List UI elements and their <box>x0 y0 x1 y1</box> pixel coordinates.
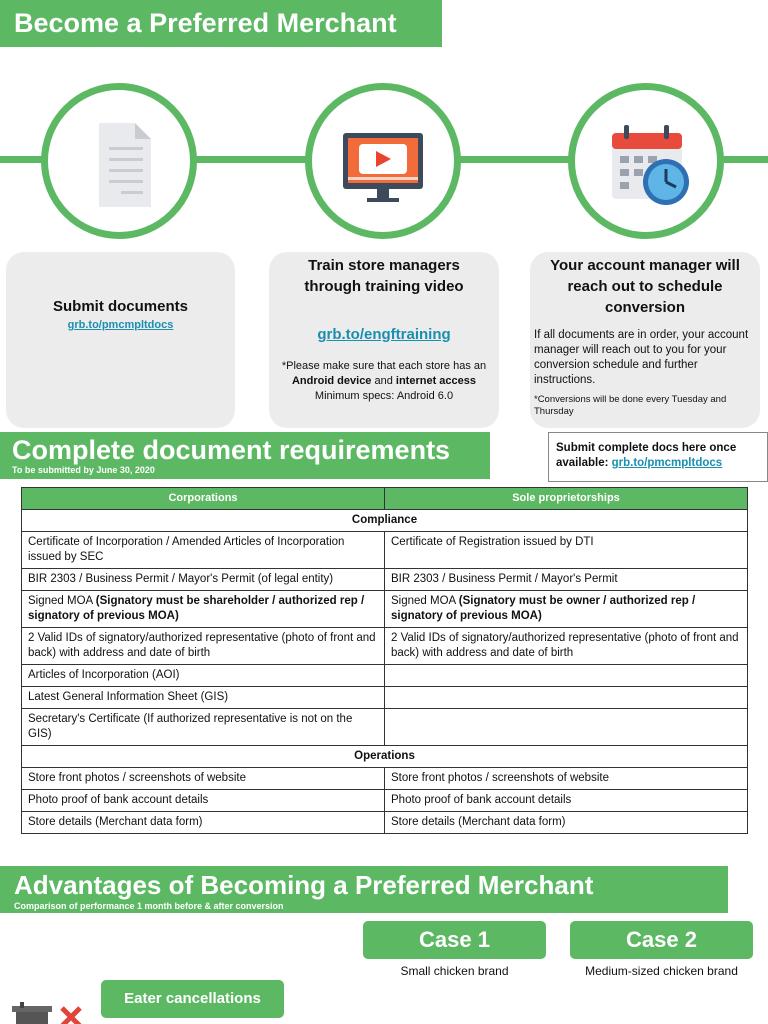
case1-caption: Small chicken brand <box>400 964 509 978</box>
table-row <box>22 665 748 687</box>
table-cell: Store front photos / screenshots of website <box>22 768 385 790</box>
column-header: Corporations <box>22 488 385 510</box>
requirements-subtitle: To be submitted by June 30, 2020 <box>12 465 155 475</box>
step3-body: If all documents are in order, your account manager will reach out to you for your conversion schedule and further instructions. <box>534 329 749 386</box>
step1-link[interactable]: grb.to/pmcmpltdocs <box>67 319 174 331</box>
page-title: Become a Preferred Merchant <box>14 8 397 38</box>
table-row <box>22 628 748 665</box>
table-row <box>22 532 748 569</box>
table-cell: Store front photos / screenshots of website <box>385 768 748 790</box>
step2-circle <box>305 83 461 239</box>
table-row <box>22 569 748 591</box>
step1-circle <box>41 83 197 239</box>
table-cell: Store details (Merchant data form) <box>22 812 385 834</box>
table-cell: BIR 2303 / Business Permit / Mayor's Permit <box>385 569 748 591</box>
requirements-table <box>21 487 748 834</box>
table-row <box>22 790 748 812</box>
advantages-title: Advantages of Becoming a Preferred Merchant <box>14 870 594 900</box>
table-cell <box>385 665 748 687</box>
step3-title: Your account manager will reach out to schedule conversion <box>550 257 740 316</box>
requirements-banner <box>0 432 490 479</box>
table-cell: Articles of Incorporation (AOI) <box>22 665 385 687</box>
store-icon <box>10 1000 54 1024</box>
calendar-clock-icon <box>596 111 696 211</box>
step1-card <box>6 252 235 428</box>
header-banner <box>0 0 442 47</box>
table-row <box>22 768 748 790</box>
table-cell: 2 Valid IDs of signatory/authorized representative (photo of front and back) with address and date of birth <box>22 628 385 665</box>
table-cell: 2 Valid IDs of signatory/authorized representative (photo of front and back) with address and date of birth <box>385 628 748 665</box>
table-cell: Signed MOA (Signatory must be shareholder / authorized rep / signatory of previous MOA) <box>22 591 385 628</box>
step2-card <box>269 252 499 428</box>
table-row <box>22 709 748 746</box>
table-cell: Signed MOA (Signatory must be owner / authorized rep / signatory of previous MOA) <box>385 591 748 628</box>
step2-note: *Please make sure that each store has an Android device and internet access Minimum specs: Android 6.0 <box>281 360 487 402</box>
monitor-video-icon <box>333 111 433 211</box>
document-icon <box>69 111 169 211</box>
table-cell: Photo proof of bank account details <box>22 790 385 812</box>
table-cell: BIR 2303 / Business Permit / Mayor's Permit (of legal entity) <box>22 569 385 591</box>
table-cell: Secretary's Certificate (If authorized representative is not on the GIS) <box>22 709 385 746</box>
table-row <box>22 812 748 834</box>
requirements-title: Complete document requirements <box>12 435 451 465</box>
section-compliance: Compliance <box>22 510 748 532</box>
step3-footnote: *Conversions will be done every Tuesday and Thursday <box>534 394 727 417</box>
eater-cancellations-badge: Eater cancellations <box>101 980 284 1018</box>
table-cell: Certificate of Incorporation / Amended Articles of Incorporation issued by SEC <box>22 532 385 569</box>
case1-badge: Case 1 <box>363 921 546 959</box>
step3-card <box>530 252 760 428</box>
step3-circle <box>568 83 724 239</box>
table-cell: Latest General Information Sheet (GIS) <box>22 687 385 709</box>
table-cell: Store details (Merchant data form) <box>385 812 748 834</box>
advantages-banner <box>0 866 728 913</box>
submit-docs-link[interactable]: grb.to/pmcmpltdocs <box>611 457 723 469</box>
step1-title: Submit documents <box>52 298 188 315</box>
cross-icon <box>58 1004 84 1024</box>
submit-docs-box: Submit complete docs here once available: grb.to/pmcmpltdocs <box>548 432 768 482</box>
case2-badge: Case 2 <box>570 921 753 959</box>
table-cell <box>385 687 748 709</box>
advantages-subtitle: Comparison of performance 1 month before & after conversion <box>14 901 284 911</box>
table-cell <box>385 709 748 746</box>
section-operations: Operations <box>22 746 748 768</box>
table-row <box>22 591 748 628</box>
table-cell: Certificate of Registration issued by DTI <box>385 532 748 569</box>
case2-caption: Medium-sized chicken brand <box>585 964 738 978</box>
column-header: Sole proprietorships <box>385 488 748 510</box>
step2-title: Train store managers through training video <box>304 257 464 295</box>
step2-link[interactable]: grb.to/engftraining <box>317 326 451 343</box>
table-cell: Photo proof of bank account details <box>385 790 748 812</box>
table-header-row <box>22 488 748 510</box>
table-row <box>22 687 748 709</box>
